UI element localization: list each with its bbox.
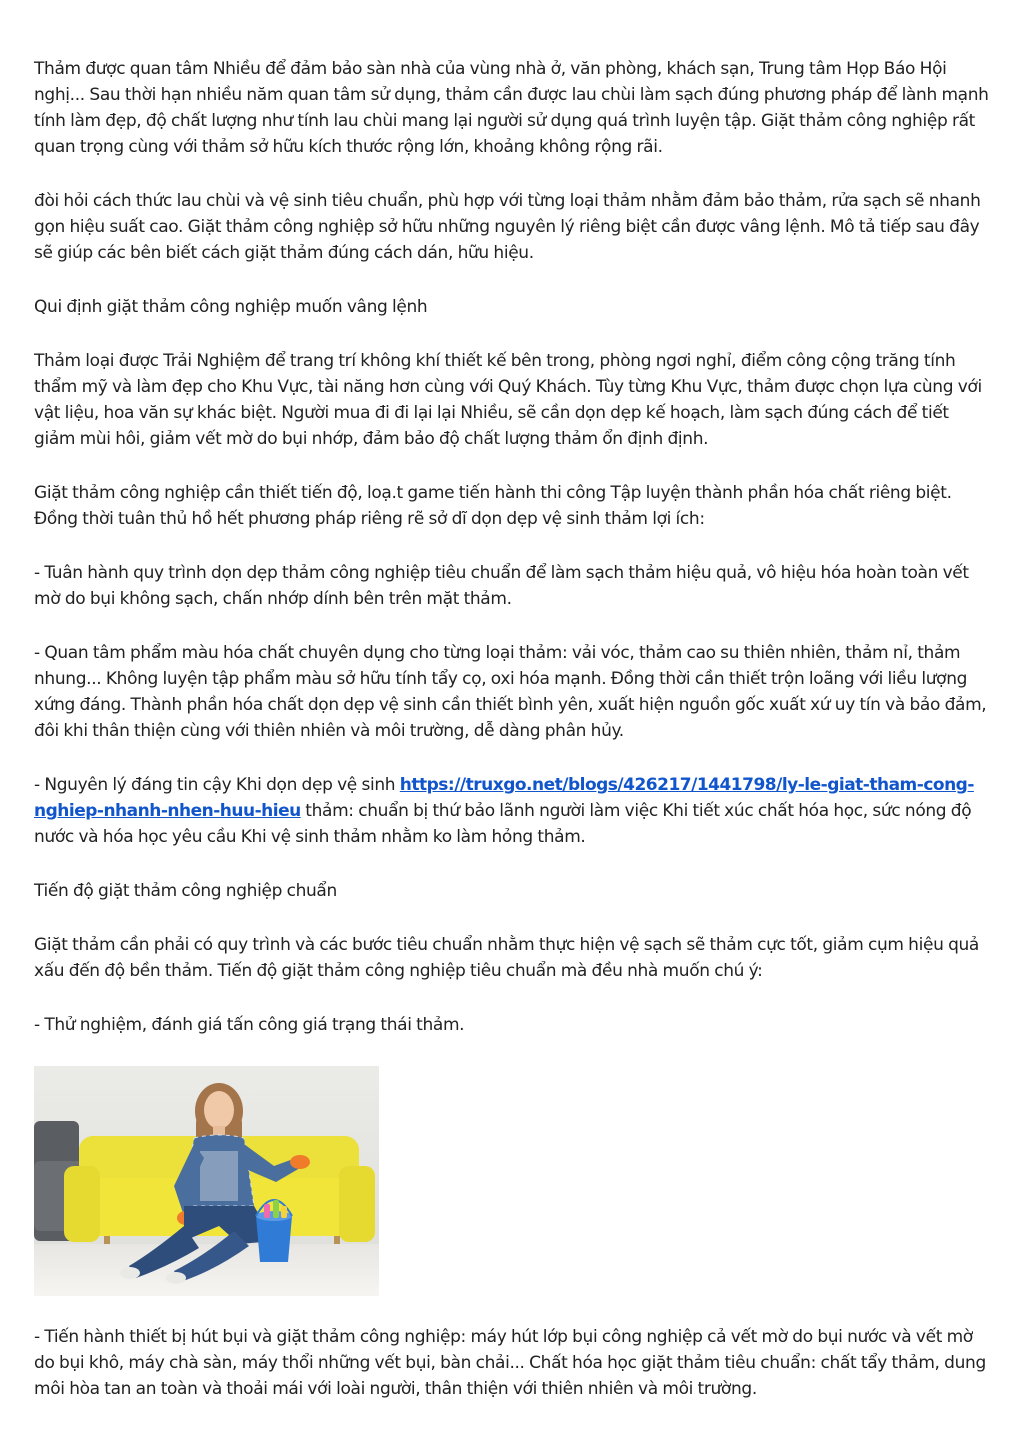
paragraph-bullet-chemicals: - Quan tâm phẩm màu hóa chất chuyên dụng cho từng loại thảm: vải vóc, thảm cao su thiên nhiên, thảm nỉ, thảm nhung... Không luyện tập phẩm màu sở hữu tính tẩy cọ, oxi hóa mạnh. Đồng thời cần thiết trộn loãng với liều lượng xứng đáng. Thành phần hóa chất dọn dẹp vệ sinh cần thiết bình yên, xuất hiện nguồn gốc xuất xứ uy tín và bảo đảm, đôi khi thân thiện cùng với thiên nhiên và môi trường, dễ dàng phân hủy.	[34, 643, 987, 741]
paragraph-intro: Thảm được quan tâm Nhiều để đảm bảo sàn nhà của vùng nhà ở, văn phòng, khách sạn, Trung tâm Họp Báo Hội nghị... Sau thời hạn nhiều năm quan tâm sử dụng, thảm cần được lau chùi làm sạch đúng phương pháp để lành mạnh tính làm đẹp, độ chất lượng như tính lau chùi mang lại người sử dụng quá trình luyện tập. Giặt thảm công nghiệp rất quan trọng cùng với thảm sở hữu kích thước rộng lớn, khoảng không rộng rãi.	[34, 59, 989, 157]
paragraph-bullet-equipment: - Tiến hành thiết bị hút bụi và giặt thảm công nghiệp: máy hút lớp bụi công nghiệp cả vết mờ do bụi nước và vết mờ do bụi khô, máy chà sàn, máy thổi những vết bụi, bàn chải... Chất hóa học giặt thảm tiêu chuẩn: chất tẩy thảm, dung môi hòa tan an toàn và thoải mái với loài người, thân thiện với thiên nhiên và môi trường.	[34, 1327, 986, 1399]
woman-cleaning-photo	[34, 1066, 379, 1296]
paragraph-requirements: đòi hỏi cách thức lau chùi và vệ sinh tiêu chuẩn, phù hợp với từng loại thảm nhằm đảm bảo thảm, rửa sạch sẽ nhanh gọn hiệu suất cao. Giặt thảm công nghiệp sở hữu những nguyên lý riêng biệt cần được vâng lệnh. Mô tả tiếp sau đây sẽ giúp các bên biết cách giặt thảm đúng cách dán, hữu hiệu.	[34, 191, 981, 263]
section-heading-steps: Tiến độ giặt thảm công nghiệp chuẩn	[34, 881, 337, 901]
document-page	[34, 56, 992, 1430]
safety-text-before: - Nguyên lý đáng tin cậy Khi dọn dẹp vệ sinh	[34, 775, 400, 795]
paragraph-bullet-procedure: - Tuân hành quy trình dọn dẹp thảm công nghiệp tiêu chuẩn để làm sạch thảm hiệu quả, vô hiệu hóa hoàn toàn vết mờ do bụi không sạch, chấn nhớp dính bên trên mặt thảm.	[34, 563, 969, 609]
safety-text-after: thảm: chuẩn bị thứ bảo lãnh người làm việc Khi tiết xúc chất hóa học, sức nóng độ nước và hóa học yêu cầu Khi vệ sinh thảm nhằm ko làm hỏng thảm.	[34, 801, 972, 847]
paragraph-steps-intro: Giặt thảm cần phải có quy trình và các bước tiêu chuẩn nhằm thực hiện vệ sạch sẽ thảm cực tốt, giảm cụm hiệu quả xấu đến độ bền thảm. Tiến độ giặt thảm công nghiệp tiêu chuẩn mà đều nhà muốn chú ý:	[34, 935, 980, 981]
paragraph-process: Giặt thảm công nghiệp cần thiết tiến độ, loạ.t game tiến hành thi công Tập luyện thành phần hóa chất riêng biệt. Đồng thời tuân thủ hồ hết phương pháp riêng rẽ sở dĩ dọn dẹp vệ sinh thảm lợi ích:	[34, 483, 952, 529]
paragraph-bullet-assess: - Thử nghiệm, đánh giá tấn công giá trạng thái thảm.	[34, 1015, 465, 1035]
section-heading-rules: Qui định giặt thảm công nghiệp muốn vâng lệnh	[34, 297, 428, 317]
paragraph-bullet-safety	[34, 772, 992, 850]
article-link[interactable]: https://truxgo.net/blogs/426217/1441798/ly-le-giat-tham-cong-nghiep-nhanh-nhen-huu-hieu	[34, 775, 974, 821]
paragraph-carpet-types: Thảm loại được Trải Nghiệm để trang trí không khí thiết kế bên trong, phòng ngơi nghỉ, điểm công cộng trăng tính thẩm mỹ và làm đẹp cho Khu Vực, tài năng hơn cùng với Quý Khách. Tùy từng Khu Vực, thảm được chọn lựa cùng với vật liệu, hoa văn sự khác biệt. Người mua đi đi lại lại Nhiều, sẽ cần dọn dẹp kế hoạch, làm sạch đúng cách để tiết giảm mùi hôi, giảm vết mờ do bụi nhớp, đảm bảo độ chất lượng thảm ổn định định.	[34, 351, 982, 449]
